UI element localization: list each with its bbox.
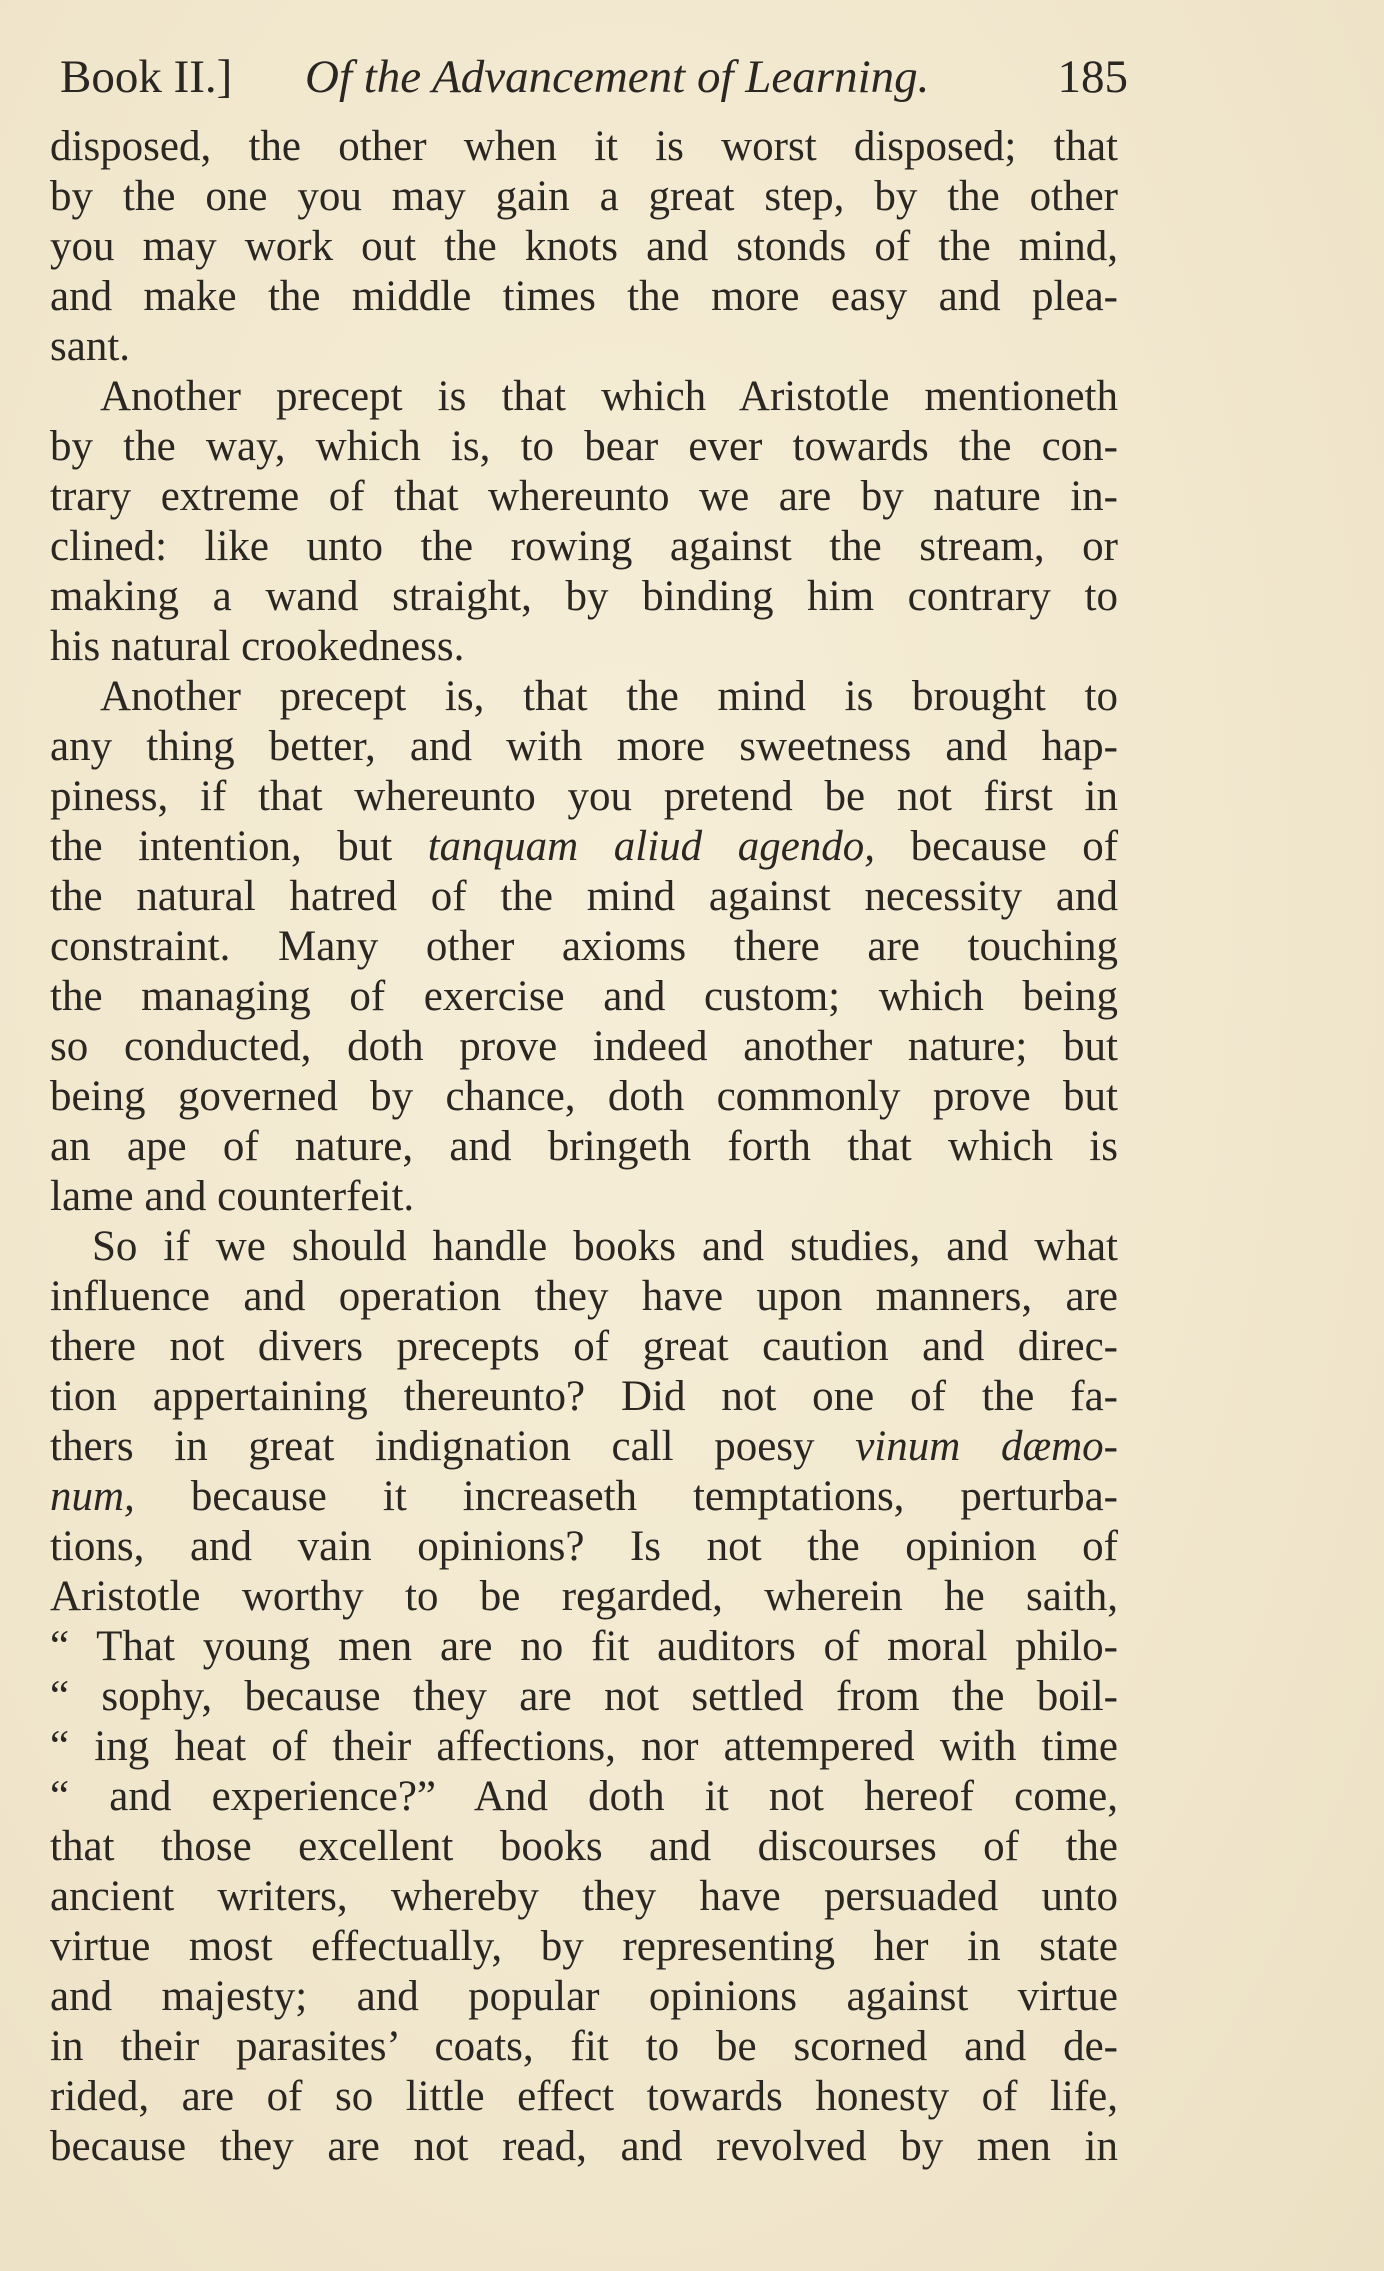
- text-line: any thing better, and with more sweetness and hap-: [50, 723, 1118, 770]
- text-line: in their parasites’ coats, fit to be scorned and de-: [50, 2023, 1118, 2070]
- running-title: Of the Advancement of Learning.: [305, 51, 930, 103]
- text-line: being governed by chance, doth commonly prove but: [50, 1073, 1118, 1120]
- text-line: disposed, the other when it is worst disposed; that: [50, 123, 1118, 170]
- text-line-with-latin: [50, 822, 1118, 872]
- quoted-line: “ That young men are no fit auditors of moral philo-: [50, 1623, 1118, 1670]
- text-line: sant.: [50, 323, 131, 370]
- text-segment: the intention, but: [50, 823, 393, 870]
- text-line: clined: like unto the rowing against the stream, or: [50, 523, 1118, 570]
- quoted-line: “ sophy, because they are not settled from the boil-: [50, 1673, 1118, 1720]
- text-line-with-latin: [50, 1422, 1118, 1472]
- text-line: tion appertaining thereunto? Did not one of the fa-: [50, 1373, 1118, 1420]
- text-line: that those excellent books and discourses of the: [50, 1823, 1118, 1870]
- text-line: making a wand straight, by binding him contrary to: [50, 573, 1118, 620]
- text-line: influence and operation they have upon manners, are: [50, 1273, 1118, 1320]
- quoted-line: “ and experience?” And doth it not hereof come,: [50, 1773, 1118, 1820]
- text-line: tions, and vain opinions? Is not the opinion of: [50, 1523, 1118, 1570]
- running-header: [60, 42, 1128, 112]
- paragraph-first-line: Another precept is that which Aristotle mentioneth: [100, 373, 1118, 420]
- latin-phrase: tanquam aliud agendo,: [427, 823, 876, 870]
- text-line: virtue most effectually, by representing her in state: [50, 1923, 1118, 1970]
- body-text: [50, 122, 1118, 2172]
- text-line: by the way, which is, to bear ever towards the con-: [50, 423, 1118, 470]
- text-line: his natural crookedness.: [50, 623, 465, 670]
- latin-phrase: vinum dæmo-: [855, 1423, 1118, 1470]
- text-line: there not divers precepts of great caution and direc-: [50, 1323, 1118, 1370]
- text-line: the managing of exercise and custom; which being: [50, 973, 1118, 1020]
- text-line: trary extreme of that whereunto we are by nature in-: [50, 473, 1118, 520]
- text-line: lame and counterfeit.: [50, 1173, 415, 1220]
- quoted-line: “ ing heat of their affections, nor attempered with time: [50, 1723, 1118, 1770]
- text-line: and majesty; and popular opinions against virtue: [50, 1973, 1118, 2020]
- paragraph-first-line: So if we should handle books and studies, and what: [92, 1223, 1118, 1270]
- text-line: the natural hatred of the mind against necessity and: [50, 873, 1118, 920]
- text-line: rided, are of so little effect towards honesty of life,: [50, 2073, 1118, 2120]
- text-line: by the one you may gain a great step, by the other: [50, 173, 1118, 220]
- book-section-label: Book II.]: [60, 51, 233, 103]
- paragraph-first-line: Another precept is, that the mind is brought to: [100, 673, 1118, 720]
- page-number: 185: [1057, 51, 1128, 103]
- text-line-with-latin: [50, 1472, 1118, 1522]
- text-line: you may work out the knots and stonds of the mind,: [50, 223, 1118, 270]
- latin-phrase: num,: [50, 1473, 135, 1520]
- text-line: and make the middle times the more easy and plea-: [50, 273, 1118, 320]
- text-line: because they are not read, and revolved by men in: [50, 2123, 1118, 2170]
- text-segment: thers in great indignation call poesy: [50, 1423, 815, 1470]
- text-line: an ape of nature, and bringeth forth that which is: [50, 1123, 1118, 1170]
- text-line: ancient writers, whereby they have persuaded unto: [50, 1873, 1118, 1920]
- text-line: constraint. Many other axioms there are touching: [50, 923, 1118, 970]
- text-line: piness, if that whereunto you pretend be not first in: [50, 773, 1118, 820]
- text-line: Aristotle worthy to be regarded, wherein he saith,: [50, 1573, 1118, 1620]
- text-segment: because it increaseth temptations, perturba-: [190, 1473, 1118, 1520]
- text-line: so conducted, doth prove indeed another nature; but: [50, 1023, 1118, 1070]
- text-segment: because of: [910, 823, 1118, 870]
